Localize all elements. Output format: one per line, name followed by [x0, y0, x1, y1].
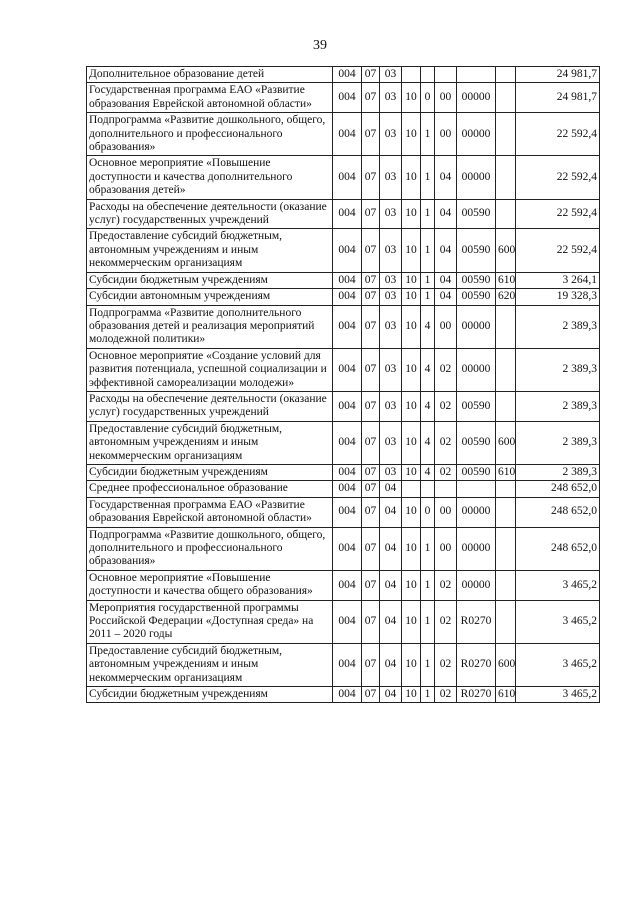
direction-code: 00590: [457, 421, 496, 464]
table-row: [87, 481, 600, 497]
page-number: 39: [313, 38, 327, 53]
table-row: [87, 527, 600, 570]
table-row: [87, 687, 600, 703]
row-name: Предоставление субсидий бюджетным, автономным учреждениям и иным некоммерческим организациям: [87, 643, 333, 686]
subsection-code: 03: [380, 156, 402, 199]
subsection-code: 03: [380, 348, 402, 391]
subsection-code: 03: [380, 83, 402, 113]
event-code: 00: [435, 527, 457, 570]
subsection-code: 03: [380, 229, 402, 272]
row-amount: 24 981,7: [516, 83, 600, 113]
table-row: [87, 289, 600, 305]
direction-code: 00000: [457, 113, 496, 156]
row-amount: 3 465,2: [516, 600, 600, 643]
direction-code: 00590: [457, 199, 496, 229]
table-row: [87, 348, 600, 391]
row-amount: 3 264,1: [516, 272, 600, 288]
row-name: Подпрограмма «Развитие дошкольного, общего, дополнительного и профессионального образования»: [87, 113, 333, 156]
ved-code: 004: [333, 229, 362, 272]
table-row: [87, 391, 600, 421]
expense-type-code: [496, 527, 516, 570]
section-code: 07: [362, 527, 380, 570]
expense-type-code: [496, 156, 516, 199]
section-code: 07: [362, 67, 380, 83]
event-code: 02: [435, 464, 457, 480]
row-name: Государственная программа ЕАО «Развитие образования Еврейской автономной области»: [87, 497, 333, 527]
subsection-code: 04: [380, 527, 402, 570]
ved-code: 004: [333, 421, 362, 464]
event-code: 02: [435, 348, 457, 391]
row-name: Основное мероприятие «Повышение доступности и качества дополнительного образования детей»: [87, 156, 333, 199]
row-name: Предоставление субсидий бюджетным, автономным учреждениям и иным некоммерческим организациям: [87, 421, 333, 464]
subprogram-code: 1: [421, 600, 435, 643]
subsection-code: 04: [380, 570, 402, 600]
program-code: 10: [402, 570, 421, 600]
subprogram-code: 1: [421, 643, 435, 686]
row-amount: 24 981,7: [516, 67, 600, 83]
ved-code: 004: [333, 600, 362, 643]
event-code: 04: [435, 272, 457, 288]
expense-type-code: [496, 199, 516, 229]
direction-code: 00000: [457, 527, 496, 570]
program-code: [402, 67, 421, 83]
section-code: 07: [362, 348, 380, 391]
program-code: 10: [402, 113, 421, 156]
subprogram-code: 4: [421, 421, 435, 464]
event-code: 02: [435, 391, 457, 421]
expense-type-code: [496, 305, 516, 348]
subsection-code: 03: [380, 199, 402, 229]
subprogram-code: [421, 481, 435, 497]
row-name: Субсидии автономным учреждениям: [87, 289, 333, 305]
direction-code: R0270: [457, 687, 496, 703]
expense-type-code: 600: [496, 229, 516, 272]
event-code: 00: [435, 305, 457, 348]
event-code: 04: [435, 289, 457, 305]
section-code: 07: [362, 643, 380, 686]
subsection-code: 04: [380, 481, 402, 497]
subsection-code: 03: [380, 272, 402, 288]
table-row: [87, 199, 600, 229]
subsection-code: 04: [380, 600, 402, 643]
program-code: 10: [402, 305, 421, 348]
section-code: 07: [362, 305, 380, 348]
row-name: Расходы на обеспечение деятельности (оказание услуг) государственных учреждений: [87, 199, 333, 229]
ved-code: 004: [333, 687, 362, 703]
table-row: [87, 570, 600, 600]
event-code: 02: [435, 421, 457, 464]
section-code: 07: [362, 391, 380, 421]
subprogram-code: 0: [421, 83, 435, 113]
program-code: 10: [402, 687, 421, 703]
ved-code: 004: [333, 83, 362, 113]
ved-code: 004: [333, 497, 362, 527]
subsection-code: 04: [380, 497, 402, 527]
row-amount: 2 389,3: [516, 348, 600, 391]
expense-type-code: 620: [496, 289, 516, 305]
program-code: 10: [402, 527, 421, 570]
direction-code: 00590: [457, 272, 496, 288]
row-name: Предоставление субсидий бюджетным, автономным учреждениям и иным некоммерческим организациям: [87, 229, 333, 272]
row-name: Субсидии бюджетным учреждениям: [87, 464, 333, 480]
event-code: [435, 481, 457, 497]
ved-code: 004: [333, 481, 362, 497]
expense-type-code: [496, 348, 516, 391]
row-amount: 248 652,0: [516, 527, 600, 570]
direction-code: R0270: [457, 643, 496, 686]
event-code: [435, 67, 457, 83]
section-code: 07: [362, 687, 380, 703]
row-name: Подпрограмма «Развитие дошкольного, общего, дополнительного и профессионального образования»: [87, 527, 333, 570]
program-code: 10: [402, 391, 421, 421]
section-code: 07: [362, 421, 380, 464]
program-code: 10: [402, 289, 421, 305]
expense-type-code: 610: [496, 464, 516, 480]
subprogram-code: 1: [421, 570, 435, 600]
row-name: Государственная программа ЕАО «Развитие образования Еврейской автономной области»: [87, 83, 333, 113]
program-code: 10: [402, 199, 421, 229]
budget-table: [86, 66, 600, 703]
ved-code: 004: [333, 305, 362, 348]
section-code: 07: [362, 600, 380, 643]
program-code: 10: [402, 421, 421, 464]
row-name: Основное мероприятие «Повышение доступности и качества общего образования»: [87, 570, 333, 600]
expense-type-code: [496, 391, 516, 421]
ved-code: 004: [333, 464, 362, 480]
direction-code: 00590: [457, 464, 496, 480]
table-row: [87, 305, 600, 348]
row-amount: 3 465,2: [516, 643, 600, 686]
table-row: [87, 83, 600, 113]
direction-code: 00000: [457, 156, 496, 199]
row-amount: 248 652,0: [516, 481, 600, 497]
direction-code: R0270: [457, 600, 496, 643]
row-name: Подпрограмма «Развитие дополнительного образования детей и реализация мероприятий молодежной политики»: [87, 305, 333, 348]
ved-code: 004: [333, 199, 362, 229]
program-code: 10: [402, 229, 421, 272]
row-name: Субсидии бюджетным учреждениям: [87, 272, 333, 288]
event-code: 04: [435, 156, 457, 199]
row-name: Мероприятия государственной программы Российской Федерации «Доступная среда» на 2011 – 2020 годы: [87, 600, 333, 643]
subprogram-code: 1: [421, 199, 435, 229]
section-code: 07: [362, 497, 380, 527]
row-amount: 248 652,0: [516, 497, 600, 527]
row-amount: 19 328,3: [516, 289, 600, 305]
subprogram-code: [421, 67, 435, 83]
direction-code: 00590: [457, 289, 496, 305]
subprogram-code: 1: [421, 156, 435, 199]
event-code: 04: [435, 199, 457, 229]
program-code: 10: [402, 348, 421, 391]
expense-type-code: [496, 67, 516, 83]
program-code: 10: [402, 272, 421, 288]
row-name: Расходы на обеспечение деятельности (оказание услуг) государственных учреждений: [87, 391, 333, 421]
subprogram-code: 1: [421, 289, 435, 305]
ved-code: 004: [333, 67, 362, 83]
row-amount: 3 465,2: [516, 570, 600, 600]
subsection-code: 03: [380, 289, 402, 305]
row-amount: 2 389,3: [516, 391, 600, 421]
table-row: [87, 600, 600, 643]
subprogram-code: 1: [421, 272, 435, 288]
table-row: [87, 421, 600, 464]
table-row: [87, 113, 600, 156]
section-code: 07: [362, 464, 380, 480]
subsection-code: 03: [380, 391, 402, 421]
direction-code: 00000: [457, 570, 496, 600]
expense-type-code: 610: [496, 687, 516, 703]
expense-type-code: [496, 113, 516, 156]
row-amount: 2 389,3: [516, 464, 600, 480]
event-code: 02: [435, 687, 457, 703]
row-amount: 22 592,4: [516, 199, 600, 229]
subprogram-code: 4: [421, 464, 435, 480]
subsection-code: 03: [380, 113, 402, 156]
table-row: [87, 67, 600, 83]
expense-type-code: 610: [496, 272, 516, 288]
direction-code: [457, 481, 496, 497]
event-code: 02: [435, 643, 457, 686]
event-code: 02: [435, 570, 457, 600]
direction-code: [457, 67, 496, 83]
subprogram-code: 4: [421, 305, 435, 348]
subprogram-code: 0: [421, 497, 435, 527]
direction-code: 00000: [457, 305, 496, 348]
ved-code: 004: [333, 527, 362, 570]
program-code: 10: [402, 497, 421, 527]
section-code: 07: [362, 83, 380, 113]
row-name: Субсидии бюджетным учреждениям: [87, 687, 333, 703]
expense-type-code: [496, 497, 516, 527]
expense-type-code: [496, 481, 516, 497]
row-name: Основное мероприятие «Создание условий для развития потенциала, успешной социализации и эффективной самореализации молодежи»: [87, 348, 333, 391]
event-code: 00: [435, 497, 457, 527]
section-code: 07: [362, 229, 380, 272]
table-row: [87, 229, 600, 272]
direction-code: 00590: [457, 229, 496, 272]
program-code: [402, 481, 421, 497]
program-code: 10: [402, 156, 421, 199]
subprogram-code: 4: [421, 348, 435, 391]
direction-code: 00590: [457, 391, 496, 421]
program-code: 10: [402, 643, 421, 686]
row-amount: 22 592,4: [516, 229, 600, 272]
direction-code: 00000: [457, 497, 496, 527]
subprogram-code: 1: [421, 527, 435, 570]
direction-code: 00000: [457, 83, 496, 113]
program-code: 10: [402, 83, 421, 113]
event-code: 00: [435, 113, 457, 156]
section-code: 07: [362, 156, 380, 199]
subprogram-code: 1: [421, 687, 435, 703]
ved-code: 004: [333, 156, 362, 199]
table-row: [87, 272, 600, 288]
section-code: 07: [362, 272, 380, 288]
ved-code: 004: [333, 348, 362, 391]
subsection-code: 03: [380, 67, 402, 83]
table-row: [87, 497, 600, 527]
ved-code: 004: [333, 643, 362, 686]
event-code: 02: [435, 600, 457, 643]
event-code: 04: [435, 229, 457, 272]
ved-code: 004: [333, 570, 362, 600]
subprogram-code: 4: [421, 391, 435, 421]
subprogram-code: 1: [421, 229, 435, 272]
event-code: 00: [435, 83, 457, 113]
ved-code: 004: [333, 391, 362, 421]
section-code: 07: [362, 113, 380, 156]
subsection-code: 04: [380, 687, 402, 703]
table-row: [87, 156, 600, 199]
subsection-code: 04: [380, 643, 402, 686]
section-code: 07: [362, 481, 380, 497]
program-code: 10: [402, 464, 421, 480]
subsection-code: 03: [380, 464, 402, 480]
ved-code: 004: [333, 113, 362, 156]
table-row: [87, 464, 600, 480]
expense-type-code: [496, 83, 516, 113]
ved-code: 004: [333, 289, 362, 305]
direction-code: 00000: [457, 348, 496, 391]
ved-code: 004: [333, 272, 362, 288]
row-name: Дополнительное образование детей: [87, 67, 333, 83]
subsection-code: 03: [380, 305, 402, 348]
subprogram-code: 1: [421, 113, 435, 156]
row-amount: 2 389,3: [516, 305, 600, 348]
section-code: 07: [362, 570, 380, 600]
table-row: [87, 643, 600, 686]
row-amount: 3 465,2: [516, 687, 600, 703]
section-code: 07: [362, 199, 380, 229]
expense-type-code: 600: [496, 643, 516, 686]
row-amount: 22 592,4: [516, 156, 600, 199]
program-code: 10: [402, 600, 421, 643]
row-amount: 2 389,3: [516, 421, 600, 464]
expense-type-code: [496, 600, 516, 643]
section-code: 07: [362, 289, 380, 305]
row-amount: 22 592,4: [516, 113, 600, 156]
row-name: Среднее профессиональное образование: [87, 481, 333, 497]
expense-type-code: [496, 570, 516, 600]
expense-type-code: 600: [496, 421, 516, 464]
subsection-code: 03: [380, 421, 402, 464]
